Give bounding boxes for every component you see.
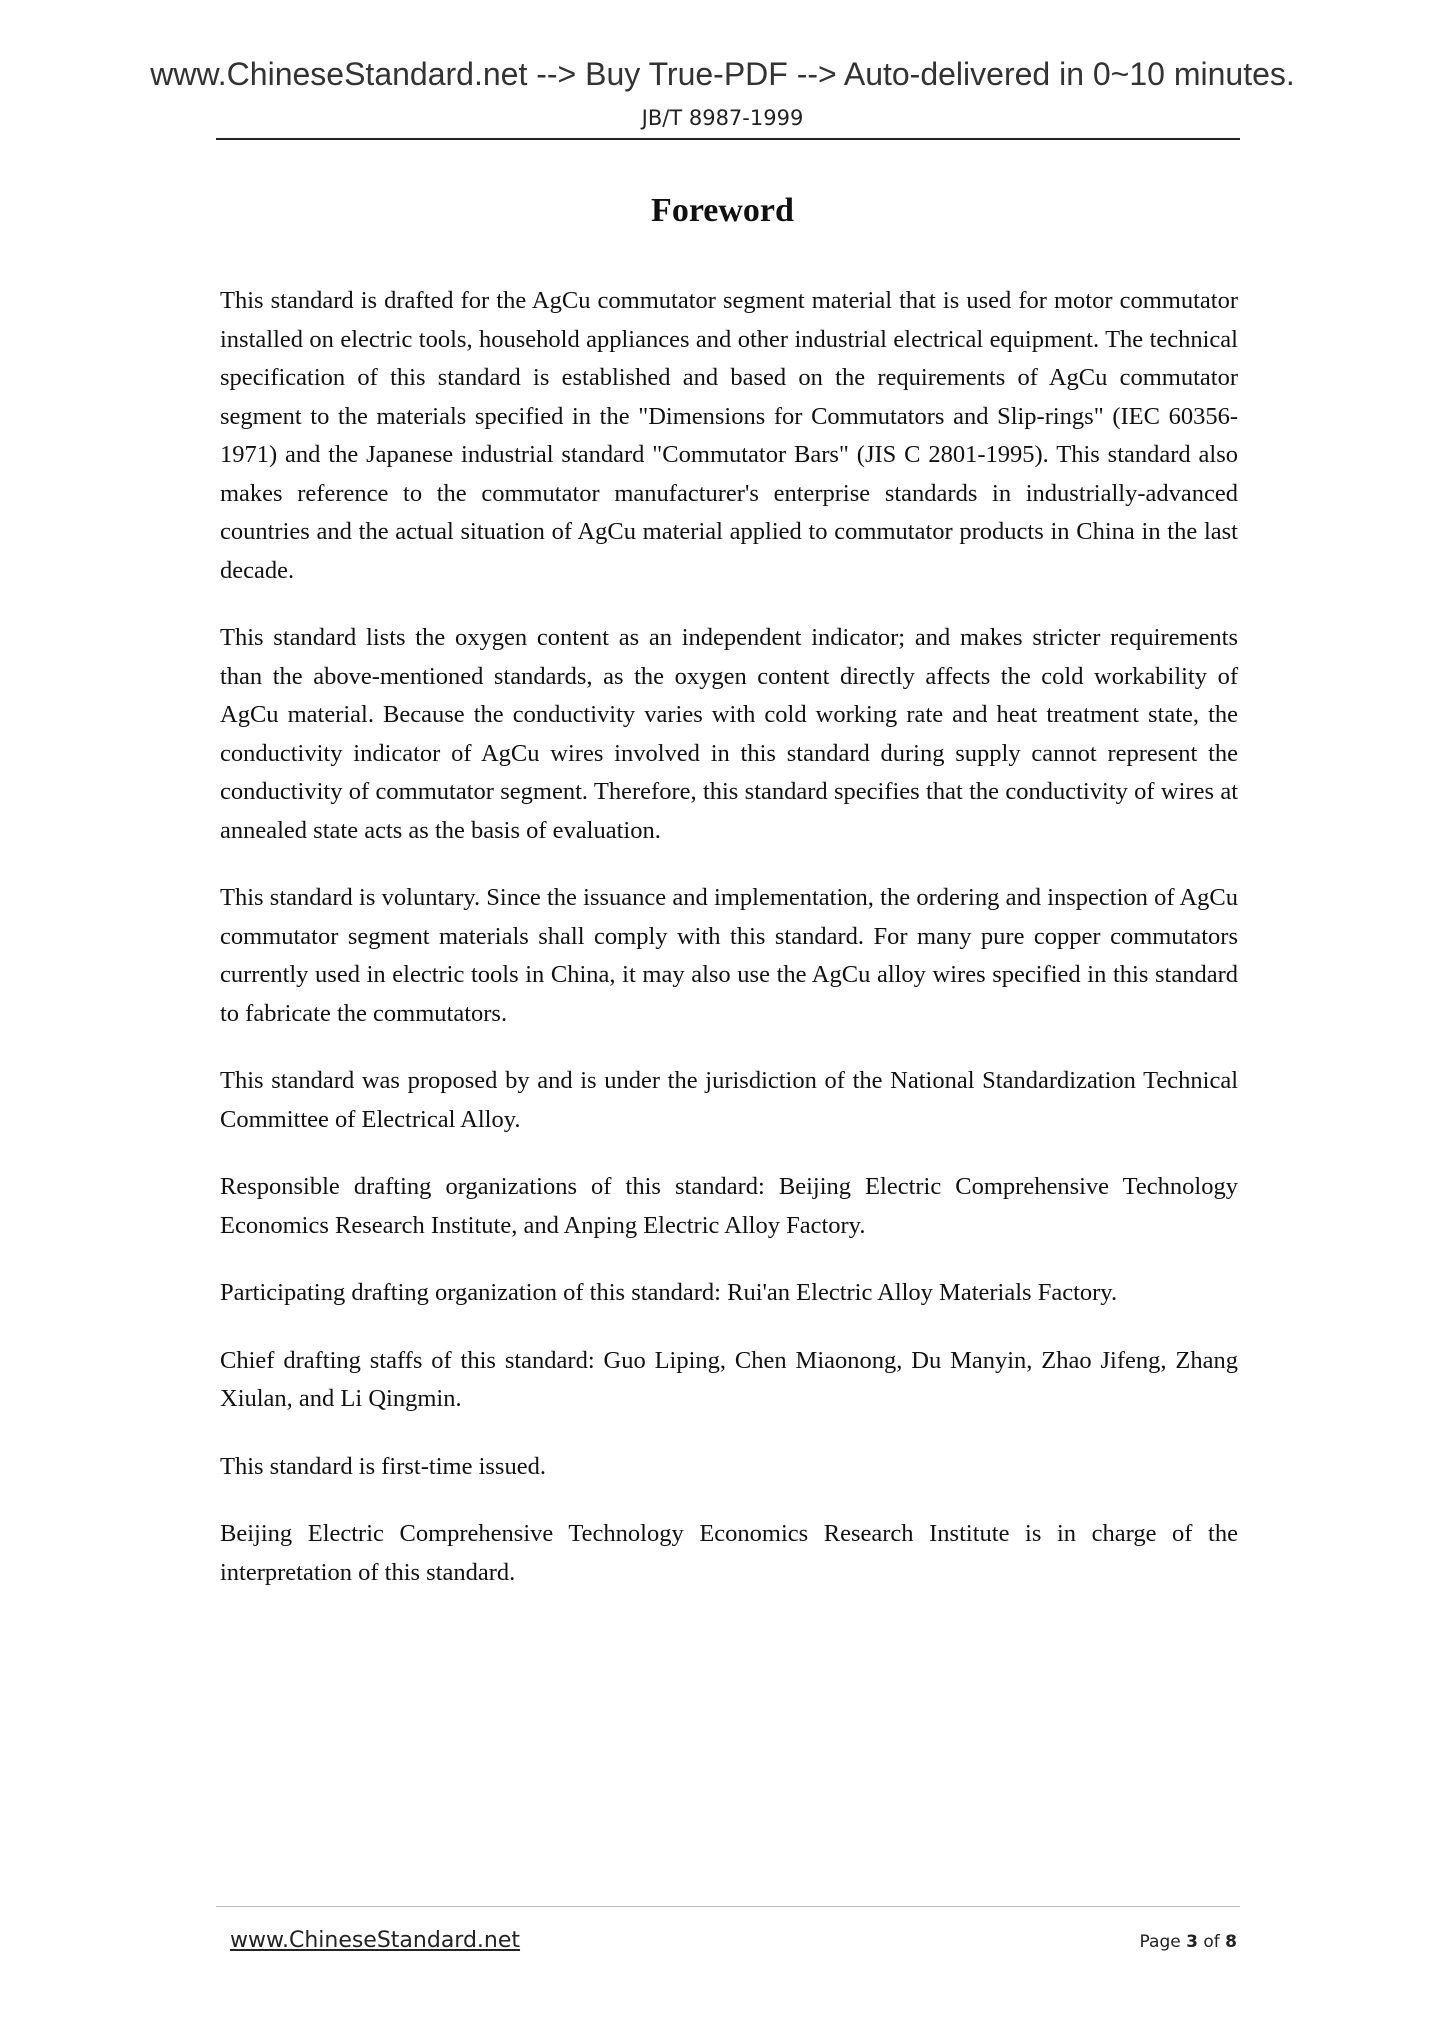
- footer-divider: [216, 1906, 1240, 1907]
- page-of-word: of: [1203, 1932, 1220, 1952]
- page-number: [1140, 1932, 1237, 1952]
- page-title: Foreword: [651, 192, 794, 229]
- header-banner: www.ChineseStandard.net --> Buy True-PDF --> Auto-delivered in 0~10 minutes.: [150, 56, 1295, 92]
- page-total: 8: [1225, 1932, 1237, 1952]
- paragraph-first-issued: This standard is first-time issued.: [220, 1452, 546, 1480]
- paragraph-responsible-organizations: Responsible drafting organizations of this standard: Beijing Electric Comprehensive Technology Economics Research Institute, and Anping Electric Alloy Factory.: [220, 1173, 1238, 1239]
- standard-code: JB/T 8987-1999: [641, 106, 804, 130]
- footer-website-link[interactable]: www.ChineseStandard.net: [230, 1928, 521, 1953]
- paragraph-chief-drafting-staffs: Chief drafting staffs of this standard: Guo Liping, Chen Miaonong, Du Manyin, Zhao Jifeng, Zhang Xiulan, and Li Qingmin.: [220, 1346, 1238, 1412]
- page-current: 3: [1186, 1932, 1198, 1952]
- document-body: [220, 282, 1238, 1621]
- paragraph-proposed-by: This standard was proposed by and is under the jurisdiction of the National Standardization Technical Committee of Electrical Alloy.: [220, 1067, 1238, 1133]
- header-divider: [216, 138, 1240, 140]
- paragraph-interpretation: Beijing Electric Comprehensive Technology Economics Research Institute is in charge of the interpretation of this standard.: [220, 1520, 1238, 1586]
- paragraph-oxygen-content: This standard lists the oxygen content as an independent indicator; and makes stricter requirements than the above-mentioned standards, as the oxygen content directly affects the cold workability of AgCu material. Because the conductivity varies with cold working rate and heat treatment state, the conductivity indicator of AgCu wires involved in this standard during supply cannot represent the conductivity of commutator segment. Therefore, this standard specifies that the conductivity of wires at annealed state acts as the basis of evaluation.: [220, 624, 1238, 844]
- paragraph-voluntary: This standard is voluntary. Since the issuance and implementation, the ordering and inspection of AgCu commutator segment materials shall comply with this standard. For many pure copper commutators currently used in electric tools in China, it may also use the AgCu alloy wires specified in this standard to fabricate the commutators.: [220, 884, 1238, 1027]
- page-word: Page: [1139, 1932, 1181, 1952]
- paragraph-scope: This standard is drafted for the AgCu commutator segment material that is used for motor commutator installed on electric tools, household appliances and other industrial electrical equipment. The technical specification of this standard is established and based on the requirements of AgCu commutator segment to the materials specified in the "Dimensions for Commutators and Slip-rings" (IEC 60356-1971) and the Japanese industrial standard "Commutator Bars" (JIS C 2801-1995). This standard also makes reference to the commutator manufacturer's enterprise standards in industrially-advanced countries and the actual situation of AgCu material applied to commutator products in China in the last decade.: [220, 287, 1238, 584]
- paragraph-participating-organization: Participating drafting organization of this standard: Rui'an Electric Alloy Materials Factory.: [220, 1279, 1118, 1306]
